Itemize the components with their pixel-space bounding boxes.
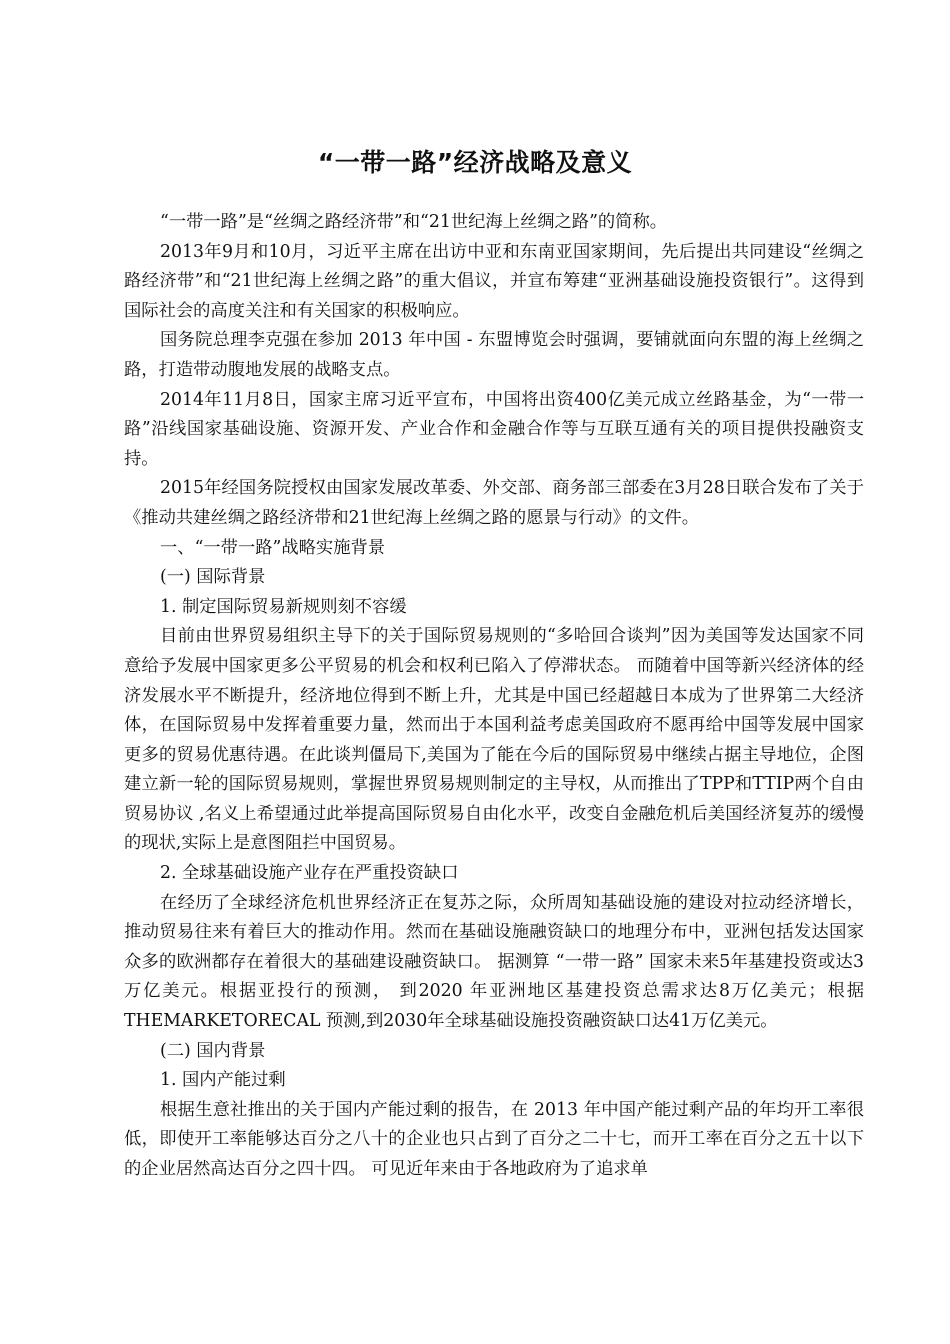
- paragraph: 在经历了全球经济危机世界经济正在复苏之际，众所周知基础设施的建设对拉动经济增长，推动贸易往来有着巨大的推动作用。然而在基础设施融资缺口的地理分布中，亚洲包括发达国家众多的欧洲都存在着很大的基础建设融资缺口。 据测算 “一带一路” 国家未来5年基建投资或达3万亿美元。根据亚投行的预测， 到2020 年亚洲地区基建投资总需求达8万亿美元；根据 THEMARKETORECAL 预测,到2030年全球基础设施投资融资缺口达41万亿美元。: [124, 892, 864, 1032]
- item-heading: 2. 全球基础设施产业存在严重投资缺口: [160, 863, 459, 884]
- item-heading: 1. 国内产能过剩: [160, 1070, 286, 1091]
- subsection-heading: (一) 国际背景: [160, 567, 266, 588]
- paragraph: 2015年经国务院授权由国家发展改革委、外交部、商务部三部委在3月28日联合发布了关于《推动共建丝绸之路经济带和21世纪海上丝绸之路的愿景与行动》的文件。: [124, 478, 864, 528]
- document-body: [124, 208, 864, 1185]
- section-heading: 一、“一带一路”战略实施背景: [160, 537, 386, 558]
- item-heading: 1. 制定国际贸易新规则刻不容缓: [160, 596, 407, 617]
- paragraph: 目前由世界贸易组织主导下的关于国际贸易规则的“多哈回合谈判”因为美国等发达国家不同意给予发展中国家更多公平贸易的机会和权利已陷入了停滞状态。 而随着中国等新兴经济体的经济发展水平不断提升，经济地位得到不断上升，尤其是中国已经超越日本成为了世界第二大经济体，在国际贸易中发挥着重要力量，然而出于本国利益考虑美国政府不愿再给中国等发展中国家更多的贸易优惠待遇。在此谈判僵局下,美国为了能在今后的国际贸易中继续占据主导地位，企图建立新一轮的国际贸易规则，掌握世界贸易规则制定的主导权，从而推出了TPP和TTIP两个自由贸易协议 ,名义上希望通过此举提高国际贸易自由化水平，改变自金融危机后美国经济复苏的缓慢的现状,实际上是意图阻拦中国贸易。: [124, 626, 864, 854]
- paragraph: “一带一路”是“丝绸之路经济带”和“21世纪海上丝绸之路”的简称。: [160, 212, 668, 232]
- paragraph: 国务院总理李克强在参加 2013 年中国 - 东盟博览会时强调，要铺就面向东盟的海上丝绸之路，打造带动腹地发展的战略支点。: [124, 330, 864, 380]
- paragraph: 2013年9月和10月，习近平主席在出访中亚和东南亚国家期间，先后提出共同建设“丝绸之路经济带”和“21世纪海上丝绸之路”的重大倡议，并宣布筹建“亚洲基础设施投资银行”。这得到国际社会的高度关注和有关国家的积极响应。: [124, 241, 864, 321]
- paragraph: 根据生意社推出的关于国内产能过剩的报告，在 2013 年中国产能过剩产品的年均开工率很低，即使开工率能够达百分之八十的企业也只占到了百分之二十七，而开工率在百分之五十以下的企业居然高达百分之四十四。 可见近年来由于各地政府为了追求单: [124, 1099, 864, 1179]
- paragraph: 2014年11月8日，国家主席习近平宣布，中国将出资400亿美元成立丝路基金，为“一带一路”沿线国家基础设施、资源开发、产业合作和金融合作等与互联互通有关的项目提供投融资支持。: [124, 389, 864, 469]
- document-title: “一带一路”经济战略及意义: [317, 148, 633, 177]
- subsection-heading: (二) 国内背景: [160, 1040, 266, 1061]
